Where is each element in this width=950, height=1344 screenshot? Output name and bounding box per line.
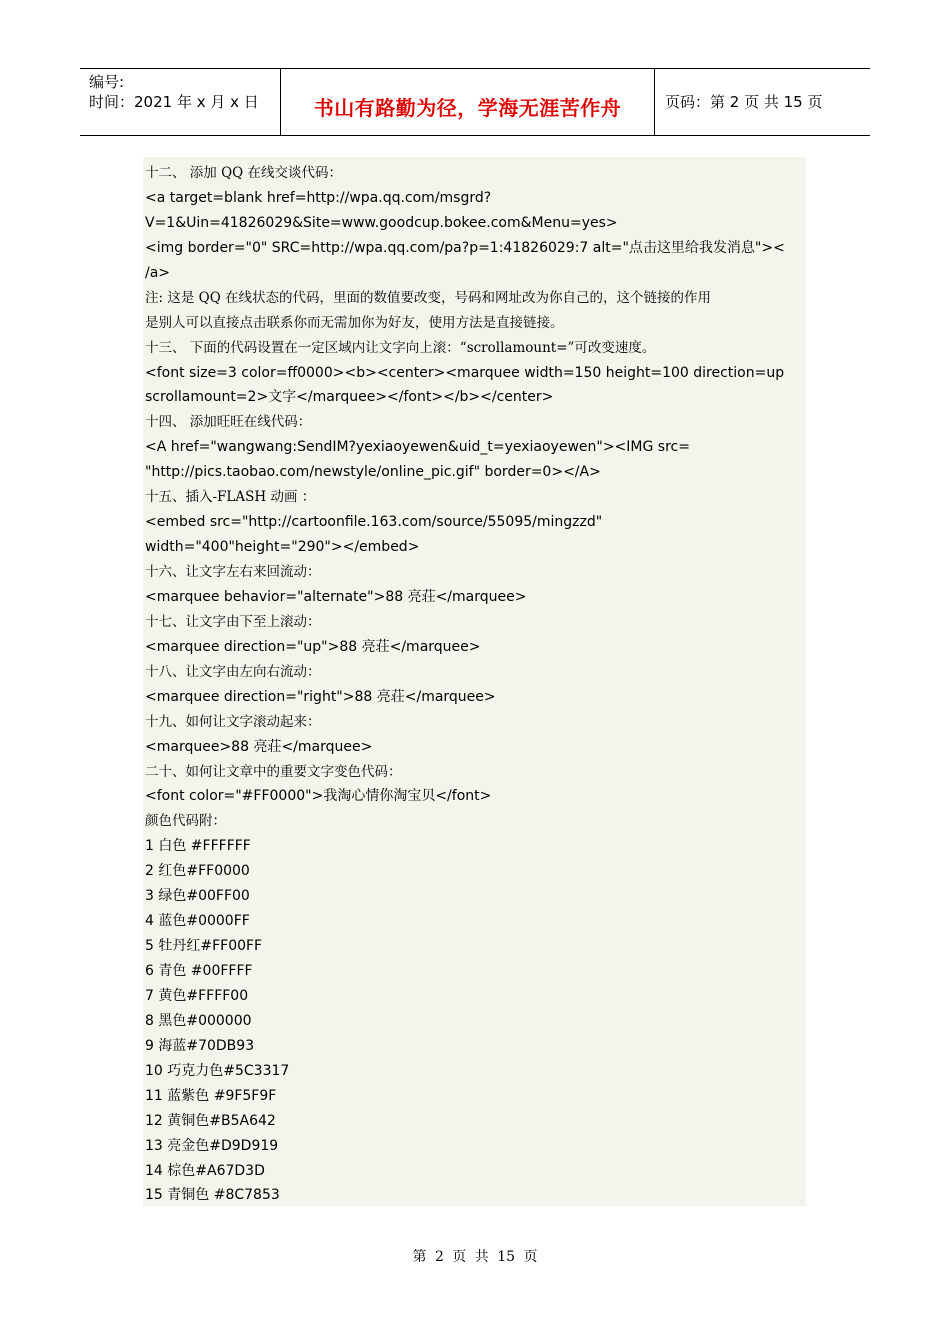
text-line: 十八、让文字由左向右流动： [145, 663, 321, 680]
text-line: 13 亮金色#D9D919 [145, 1137, 279, 1154]
text-line: 注: 这是 QQ 在线状态的代码，里面的数值要改变，号码和网址改为你自己的，这个链接的作用 [145, 289, 712, 306]
text-line: /a> [145, 264, 171, 281]
text-line: 十七、让文字由下至上滚动： [145, 613, 321, 630]
text-line: 十四、 添加旺旺在线代码： [145, 414, 312, 431]
text-line: 十五、插入-FLASH 动画 ： [145, 489, 316, 506]
text-line: 2 红色#FF0000 [145, 863, 250, 880]
document-number-label: 编号: [89, 73, 125, 91]
text-line: 11 蓝紫色 #9F5F9F [145, 1087, 277, 1104]
text-line: <img border="0" SRC=http://wpa.qq.com/pa?p=1:41826029:7 alt="点击这里给我发消息">< [145, 239, 785, 256]
text-line: 9 海蓝#70DB93 [145, 1037, 255, 1054]
header-meta [80, 69, 281, 135]
text-line: 1 白色 #FFFFFF [145, 838, 251, 855]
document-body [143, 157, 806, 1206]
header-page-number: 页码：第 2 页 共 15 页 [665, 93, 823, 111]
text-line: <marquee>88 亮荘</marquee> [145, 738, 373, 755]
text-line: 是别人可以直接点击联系你而无需加你为好友，使用方法是直接链接。 [145, 314, 564, 331]
text-line: 15 青铜色 #8C7853 [145, 1187, 280, 1204]
text-line: "http://pics.taobao.com/newstyle/online_pic.gif" border=0></A> [145, 464, 601, 481]
text-line: <a target=blank href=http://wpa.qq.com/msgrd? [145, 189, 492, 206]
text-line: 二十、如何让文章中的重要文字变色代码： [145, 763, 402, 780]
text-line: <marquee direction="right">88 亮荘</marquee> [145, 688, 496, 705]
text-line: 10 巧克力色#5C3317 [145, 1062, 290, 1079]
header-motto: 书山有路勤为径，学海无涯苦作舟 [281, 69, 655, 135]
text-line: <marquee direction="up">88 亮荘</marquee> [145, 638, 481, 655]
text-line: 6 青色 #00FFFF [145, 963, 253, 979]
text-line: 7 黄色#FFFF00 [145, 987, 249, 1004]
text-line: 5 牡丹红#FF00FF [145, 938, 263, 955]
text-line: <A href="wangwang:SendIM?yexiaoyewen&uid_t=yexiaoyewen"><IMG src= [145, 439, 690, 456]
text-line: 颜色代码附： [145, 813, 226, 830]
text-line: scrollamount=2>文字</marquee></font></b></center> [145, 389, 554, 406]
text-line: 4 蓝色#0000FF [145, 913, 250, 930]
text-line: 14 棕色#A67D3D [145, 1162, 265, 1179]
text-line: 十九、如何让文字滚动起来： [145, 713, 321, 730]
text-line: <marquee behavior="alternate">88 亮荘</marquee> [145, 588, 527, 605]
text-line: 8 黑色#000000 [145, 1012, 252, 1029]
text-line: <font size=3 color=ff0000><b><center><marquee width=150 height=100 direction=up [145, 364, 785, 381]
text-line: 十三、 下面的代码设置在一定区域内让文字向上滚：“scrollamount=”可改变速度。 [145, 339, 656, 356]
page-header [80, 68, 870, 136]
text-line: 十六、让文字左右来回流动： [145, 564, 321, 580]
text-line: <embed src="http://cartoonfile.163.com/source/55095/mingzzd" [145, 514, 603, 531]
text-line: width="400"height="290"></embed> [145, 539, 420, 556]
page-footer: 第 2 页 共 15 页 [412, 1249, 538, 1265]
text-line: <font color="#FF0000">我淘心情你淘宝贝</font> [145, 788, 492, 805]
text-line: V=1&Uin=41826029&Site=www.goodcup.bokee.com&Menu=yes> [145, 214, 618, 231]
document-time-label: 时间：2021 年 x 月 x 日 [89, 93, 259, 111]
text-line: 12 黄铜色#B5A642 [145, 1112, 276, 1129]
text-line: 十二、 添加 QQ 在线交谈代码： [145, 165, 343, 181]
text-line: 3 绿色#00FF00 [145, 888, 250, 905]
